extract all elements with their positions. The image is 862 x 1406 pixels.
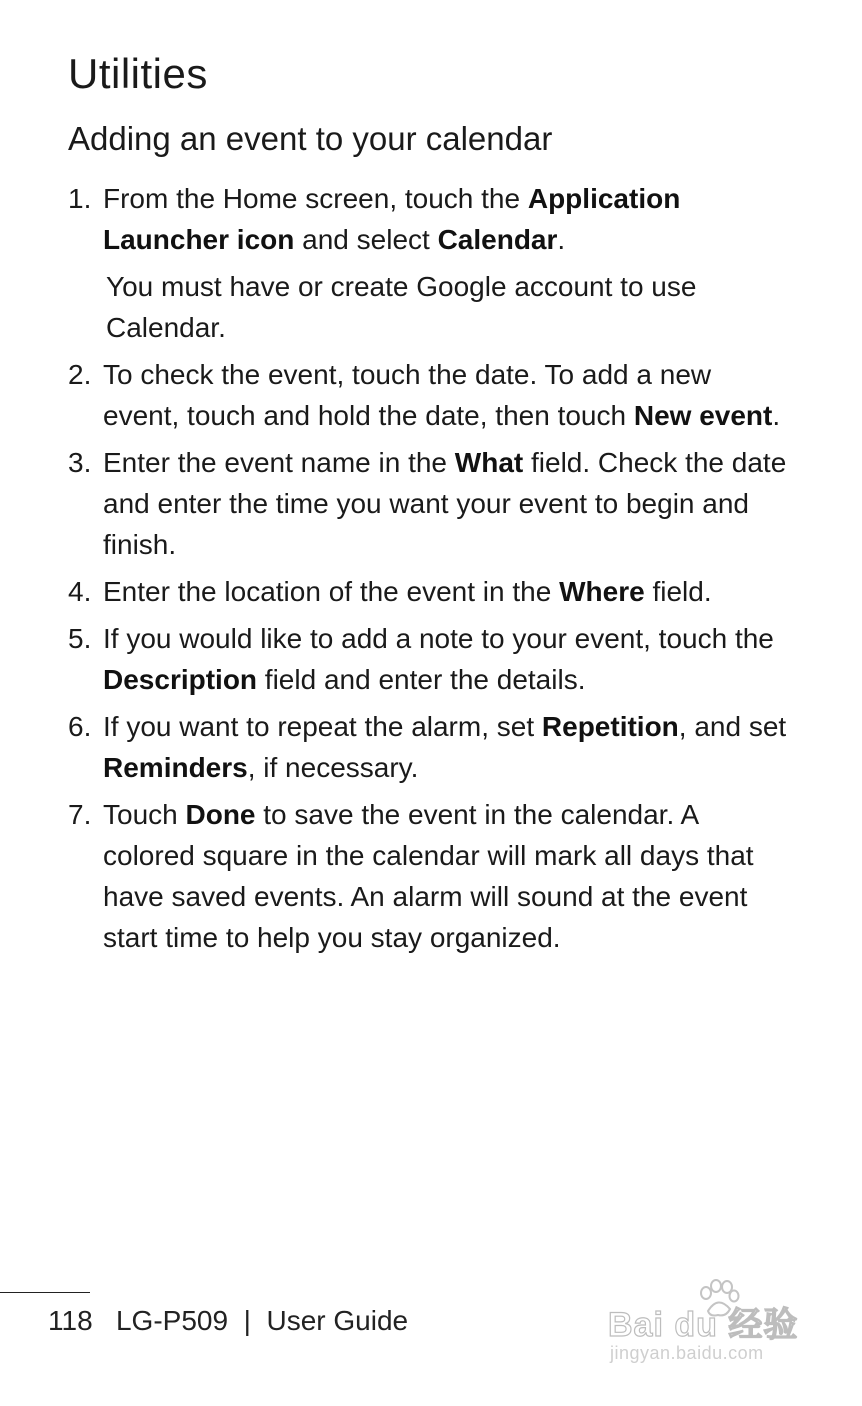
step-note: You must have or create Google account to use Calendar. xyxy=(106,271,697,343)
step-number: 6. xyxy=(68,711,92,742)
step-text-run: , if necessary. xyxy=(247,752,419,783)
step-number: 5. xyxy=(68,623,92,654)
footer-separator: | xyxy=(243,1305,251,1336)
step-item xyxy=(68,571,788,612)
step-text-run: If you want to repeat the alarm, set xyxy=(103,711,542,742)
footer xyxy=(48,1305,408,1337)
step-text-bold: Where xyxy=(559,576,645,607)
step-item xyxy=(68,618,788,700)
step-text-bold: Description xyxy=(103,664,258,695)
step-text-run: and select xyxy=(294,224,438,255)
model-name: LG-P509 xyxy=(115,1305,229,1336)
step-text-run: Enter the location of the event in the xyxy=(103,576,560,607)
step-number: 2. xyxy=(68,359,92,390)
step-item xyxy=(68,442,788,565)
step-text xyxy=(103,447,786,560)
step-text-bold: Reminders xyxy=(103,752,248,783)
step-text-run: To check the event, touch the date. To add a new event, touch and hold the date, then touch xyxy=(103,359,712,431)
step-text-bold: Calendar xyxy=(437,224,558,255)
step-text-run: field. xyxy=(644,576,712,607)
step-text-bold: Repetition xyxy=(541,711,679,742)
step-text xyxy=(103,359,780,431)
step-number: 7. xyxy=(68,799,92,830)
step-text xyxy=(103,623,774,695)
step-number: 1. xyxy=(68,183,92,214)
steps-list xyxy=(68,178,788,964)
step-item xyxy=(68,178,788,260)
watermark-url: jingyan.baidu.com xyxy=(610,1343,764,1363)
step-item xyxy=(68,706,788,788)
guide-label: User Guide xyxy=(266,1305,409,1336)
step-text-run: to save the event in the calendar. A colored square in the calendar will mark all days that have saved events. An alarm will sound at the event start time to help you stay organized. xyxy=(103,799,754,953)
step-text-run: If you would like to add a note to your event, touch the xyxy=(103,623,774,654)
watermark-logo-text: Bai du 经验 xyxy=(608,1306,799,1344)
page-title: Utilities xyxy=(68,50,208,97)
step-item xyxy=(68,794,788,958)
step-text-run: Enter the event name in the xyxy=(103,447,455,478)
step-number: 4. xyxy=(68,576,92,607)
step-text-run: From the Home screen, touch the xyxy=(103,183,528,214)
page-number: 118 xyxy=(48,1305,93,1336)
step-text-bold: Done xyxy=(185,799,256,830)
step-text xyxy=(103,576,712,607)
step-text xyxy=(103,183,680,255)
step-text-run: , and set xyxy=(678,711,787,742)
step-text xyxy=(103,711,786,783)
step-text-bold: Application Launcher icon xyxy=(103,183,681,255)
step-text-run: . xyxy=(557,224,566,255)
step-text-bold: What xyxy=(454,447,524,478)
footer-rule xyxy=(0,1292,90,1293)
watermark xyxy=(608,1285,818,1375)
step-text-run: field and enter the details. xyxy=(257,664,586,695)
step-text-run: . xyxy=(772,400,781,431)
step-text-run: Touch xyxy=(103,799,186,830)
step-text xyxy=(103,799,754,953)
step-text-run: field. Check the date and enter the time you want your event to begin and finish. xyxy=(103,447,787,560)
section-heading: Adding an event to your calendar xyxy=(68,120,553,157)
step-text-bold: New event xyxy=(633,400,773,431)
step-item xyxy=(68,354,788,436)
step-number: 3. xyxy=(68,447,92,478)
